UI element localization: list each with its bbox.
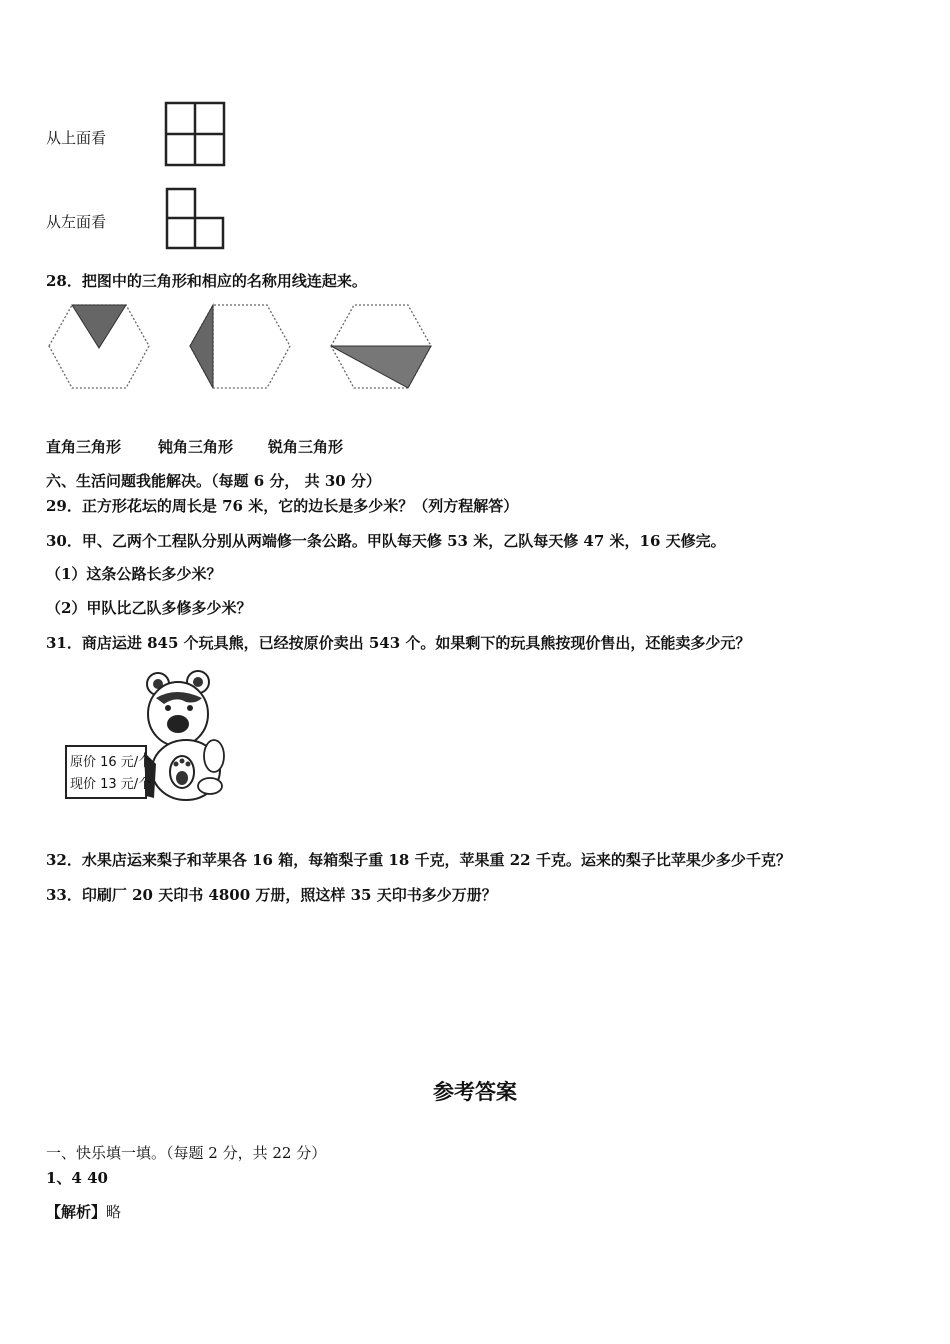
question-28: 28．把图中的三角形和相应的名称用线连起来。 <box>46 272 367 290</box>
question-32: 32．水果店运来梨子和苹果各 16 箱，每箱梨子重 18 千克，苹果重 22 千克。运来的梨子比苹果少多少千克？ <box>46 851 791 869</box>
question-30-part-2: （2）甲队比乙队多修多少米？ <box>46 599 252 617</box>
answers-section-1: 一、快乐填一填。（每题 2 分，共 22 分） <box>46 1144 327 1162</box>
triangle-name-obtuse: 钝角三角形 <box>158 438 234 456</box>
answer-1: 1、4 40 <box>46 1169 108 1187</box>
sign-original-price: 原价 16 元/个 <box>70 755 152 770</box>
question-31: 31．商店运进 845 个玩具熊，已经按原价卖出 543 个。如果剩下的玩具熊按现价售出，还能卖多少元？ <box>46 634 751 652</box>
top-view-grid <box>163 100 227 168</box>
triangle-name-acute: 锐角三角形 <box>268 438 344 456</box>
section-6-heading: 六、生活问题我能解决。（每题 6 分， 共 30 分） <box>46 472 381 490</box>
triangle-name-right: 直角三角形 <box>46 438 122 456</box>
analysis-text: 略 <box>106 1203 122 1221</box>
question-33: 33．印刷厂 20 天印书 4800 万册，照这样 35 天印书多少万册？ <box>46 886 497 904</box>
hexagon-right-triangle <box>326 300 436 394</box>
hexagon-obtuse-triangle <box>185 300 295 394</box>
view-left-label: 从左面看 <box>46 213 107 231</box>
view-top-label: 从上面看 <box>46 129 107 147</box>
question-30-part-1: （1）这条公路长多少米？ <box>46 565 222 583</box>
analysis-label: 【解析】 <box>46 1203 107 1221</box>
answers-title: 参考答案 <box>433 1079 517 1104</box>
left-view-shape <box>163 186 227 252</box>
answer-1-analysis <box>46 1202 121 1222</box>
hexagon-acute-triangle <box>44 300 154 394</box>
question-29: 29．正方形花坛的周长是 76 米，它的边长是多少米？（列方程解答） <box>46 497 519 515</box>
sign-current-price: 现价 13 元/个 <box>70 777 152 792</box>
question-30: 30．甲、乙两个工程队分别从两端修一条公路。甲队每天修 53 米，乙队每天修 47 米，16 天修完。 <box>46 532 726 550</box>
